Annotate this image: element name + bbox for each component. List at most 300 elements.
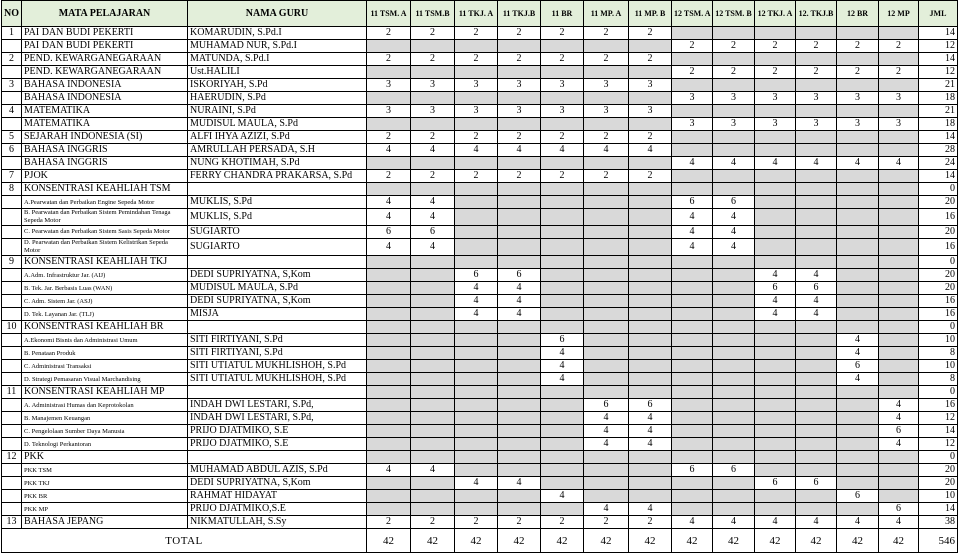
hours-cell	[411, 503, 455, 516]
hours-cell: 4	[541, 373, 584, 386]
column-total-cell: 42	[713, 529, 755, 553]
total-hours-cell: 16	[919, 399, 958, 412]
hours-cell	[837, 170, 879, 183]
hours-cell: 4	[879, 412, 919, 425]
subject-cell: B. Manajemen Keuangan	[22, 412, 188, 425]
hours-cell	[755, 425, 796, 438]
hours-cell	[629, 464, 672, 477]
hours-cell	[498, 334, 541, 347]
hours-cell: 4	[629, 412, 672, 425]
hours-cell: 4	[584, 425, 629, 438]
hours-cell	[672, 27, 713, 40]
column-total-cell: 42	[879, 529, 919, 553]
hours-cell: 3	[541, 79, 584, 92]
hours-cell: 4	[629, 144, 672, 157]
table-row	[2, 321, 958, 334]
table-row	[2, 256, 958, 269]
total-hours-cell: 12	[919, 438, 958, 451]
column-header: 11 MP. A	[584, 1, 629, 27]
hours-cell	[455, 490, 498, 503]
hours-cell	[584, 239, 629, 256]
row-number	[2, 209, 22, 226]
hours-cell	[796, 79, 837, 92]
hours-cell: 4	[837, 347, 879, 360]
table-row	[2, 239, 958, 256]
row-number	[2, 490, 22, 503]
hours-cell	[672, 386, 713, 399]
row-number	[2, 438, 22, 451]
hours-cell	[498, 412, 541, 425]
hours-cell	[837, 399, 879, 412]
subject-cell: A.Adm. Infrastruktur Jar. (AIJ)	[22, 269, 188, 282]
hours-cell	[367, 66, 411, 79]
table-row	[2, 183, 958, 196]
hours-cell	[367, 425, 411, 438]
hours-cell	[796, 412, 837, 425]
hours-cell	[411, 282, 455, 295]
hours-cell	[879, 490, 919, 503]
table-row	[2, 386, 958, 399]
hours-cell: 2	[411, 27, 455, 40]
hours-cell: 4	[498, 308, 541, 321]
hours-cell	[837, 269, 879, 282]
row-number: 5	[2, 131, 22, 144]
subject-cell: PKK	[22, 451, 188, 464]
teacher-cell: INDAH DWI LESTARI, S.Pd,	[188, 412, 367, 425]
hours-cell	[672, 399, 713, 412]
hours-cell	[837, 308, 879, 321]
teacher-cell: MUHAMAD NUR, S.Pd.I	[188, 40, 367, 53]
hours-cell: 4	[672, 157, 713, 170]
hours-cell	[367, 295, 411, 308]
hours-cell: 3	[796, 118, 837, 131]
hours-cell	[629, 66, 672, 79]
hours-cell	[367, 386, 411, 399]
table-row	[2, 53, 958, 66]
hours-cell	[837, 321, 879, 334]
hours-cell	[498, 196, 541, 209]
hours-cell: 6	[755, 477, 796, 490]
hours-cell	[796, 226, 837, 239]
hours-cell: 3	[837, 118, 879, 131]
teacher-cell: MUKLIS, S.Pd	[188, 209, 367, 226]
hours-cell: 6	[455, 269, 498, 282]
hours-cell	[755, 79, 796, 92]
hours-cell	[629, 490, 672, 503]
hours-cell	[541, 399, 584, 412]
hours-cell	[629, 157, 672, 170]
total-hours-cell: 20	[919, 196, 958, 209]
hours-cell	[837, 79, 879, 92]
table-row	[2, 92, 958, 105]
hours-cell	[879, 256, 919, 269]
hours-cell: 4	[367, 209, 411, 226]
hours-cell: 3	[498, 105, 541, 118]
hours-cell	[455, 399, 498, 412]
row-number	[2, 226, 22, 239]
hours-cell: 4	[837, 516, 879, 529]
table-row	[2, 399, 958, 412]
hours-cell	[879, 373, 919, 386]
hours-cell	[837, 209, 879, 226]
subject-cell: C. Pearwatan dan Perbaikan Sistem Sasis Sepeda Motor	[22, 226, 188, 239]
grand-total-cell: 546	[919, 529, 958, 553]
hours-cell	[584, 157, 629, 170]
hours-cell	[541, 40, 584, 53]
hours-cell: 6	[713, 464, 755, 477]
hours-cell: 6	[879, 425, 919, 438]
hours-cell	[584, 196, 629, 209]
teacher-cell	[188, 183, 367, 196]
hours-cell	[796, 256, 837, 269]
hours-cell	[367, 269, 411, 282]
hours-cell	[498, 360, 541, 373]
hours-cell	[411, 183, 455, 196]
hours-cell	[629, 321, 672, 334]
total-hours-cell: 18	[919, 118, 958, 131]
hours-cell: 2	[879, 66, 919, 79]
column-total-cell: 42	[498, 529, 541, 553]
hours-cell	[629, 256, 672, 269]
hours-cell	[713, 425, 755, 438]
table-row	[2, 490, 958, 503]
table-row	[2, 40, 958, 53]
total-hours-cell: 18	[919, 92, 958, 105]
hours-cell	[755, 144, 796, 157]
hours-cell	[672, 412, 713, 425]
row-number: 4	[2, 105, 22, 118]
hours-cell	[367, 157, 411, 170]
hours-cell: 4	[755, 295, 796, 308]
row-number	[2, 347, 22, 360]
column-header: 12 TSM. A	[672, 1, 713, 27]
hours-cell	[584, 282, 629, 295]
hours-cell	[837, 196, 879, 209]
row-number	[2, 269, 22, 282]
subject-cell: MATEMATIKA	[22, 118, 188, 131]
subject-cell: D. Teknologi Perkantoran	[22, 438, 188, 451]
hours-cell	[713, 490, 755, 503]
hours-cell	[411, 490, 455, 503]
hours-cell: 2	[367, 53, 411, 66]
hours-cell	[367, 282, 411, 295]
hours-cell: 6	[498, 269, 541, 282]
hours-cell	[584, 321, 629, 334]
hours-cell	[455, 386, 498, 399]
hours-cell	[796, 438, 837, 451]
hours-cell	[629, 386, 672, 399]
hours-cell: 6	[629, 399, 672, 412]
hours-cell: 4	[796, 308, 837, 321]
teacher-cell: INDAH DWI LESTARI, S.Pd,	[188, 399, 367, 412]
subject-cell: BAHASA INGGRIS	[22, 157, 188, 170]
hours-cell: 2	[367, 170, 411, 183]
hours-cell	[455, 360, 498, 373]
hours-cell	[411, 269, 455, 282]
subject-cell: PAI DAN BUDI PEKERTI	[22, 40, 188, 53]
subject-cell: BAHASA INGGRIS	[22, 144, 188, 157]
table-row	[2, 226, 958, 239]
hours-cell: 4	[411, 464, 455, 477]
hours-cell: 4	[755, 269, 796, 282]
row-number	[2, 118, 22, 131]
hours-cell	[411, 386, 455, 399]
row-number	[2, 373, 22, 386]
row-number: 13	[2, 516, 22, 529]
table-row	[2, 503, 958, 516]
hours-cell: 3	[672, 92, 713, 105]
row-number: 7	[2, 170, 22, 183]
hours-cell	[879, 209, 919, 226]
table-row	[2, 118, 958, 131]
teacher-cell: FERRY CHANDRA PRAKARSA, S.Pd	[188, 170, 367, 183]
hours-cell	[713, 282, 755, 295]
hours-cell	[796, 425, 837, 438]
hours-cell	[498, 92, 541, 105]
hours-cell	[629, 451, 672, 464]
hours-cell	[541, 412, 584, 425]
column-header: 11 TSM. A	[367, 1, 411, 27]
hours-cell	[498, 183, 541, 196]
teacher-cell: ISKORIYAH, S.Pd	[188, 79, 367, 92]
hours-cell	[672, 360, 713, 373]
row-number	[2, 282, 22, 295]
hours-cell	[498, 321, 541, 334]
subject-cell: D. Tek. Layanan Jar. (TLJ)	[22, 308, 188, 321]
hours-cell	[796, 451, 837, 464]
hours-cell	[455, 451, 498, 464]
row-number: 11	[2, 386, 22, 399]
column-total-cell: 42	[837, 529, 879, 553]
total-hours-cell: 0	[919, 183, 958, 196]
hours-cell	[584, 269, 629, 282]
hours-cell	[498, 399, 541, 412]
hours-cell: 2	[672, 40, 713, 53]
hours-cell	[367, 40, 411, 53]
hours-cell: 4	[411, 209, 455, 226]
hours-cell	[755, 27, 796, 40]
hours-cell	[879, 321, 919, 334]
hours-cell	[411, 347, 455, 360]
hours-cell	[879, 282, 919, 295]
column-header: 12 TSM. B	[713, 1, 755, 27]
hours-cell	[455, 183, 498, 196]
hours-cell	[755, 256, 796, 269]
hours-cell: 4	[755, 157, 796, 170]
row-number: 8	[2, 183, 22, 196]
hours-cell: 4	[584, 412, 629, 425]
subject-cell: A.Pearwatan dan Perbaikan Engine Sepeda Motor	[22, 196, 188, 209]
total-hours-cell: 20	[919, 464, 958, 477]
hours-cell: 2	[584, 131, 629, 144]
hours-cell	[541, 464, 584, 477]
hours-cell	[672, 183, 713, 196]
hours-cell: 2	[837, 66, 879, 79]
hours-cell	[498, 464, 541, 477]
hours-cell	[879, 131, 919, 144]
hours-cell	[541, 386, 584, 399]
hours-cell	[455, 321, 498, 334]
hours-cell: 4	[455, 477, 498, 490]
table-row	[2, 347, 958, 360]
hours-cell: 4	[713, 209, 755, 226]
hours-cell	[672, 170, 713, 183]
hours-cell	[498, 256, 541, 269]
hours-cell	[541, 92, 584, 105]
hours-cell	[879, 347, 919, 360]
hours-cell	[367, 477, 411, 490]
total-hours-cell: 16	[919, 239, 958, 256]
hours-cell	[713, 503, 755, 516]
subject-cell: SEJARAH INDONESIA (SI)	[22, 131, 188, 144]
hours-cell	[837, 53, 879, 66]
hours-cell	[455, 412, 498, 425]
hours-cell	[629, 334, 672, 347]
hours-cell	[455, 226, 498, 239]
hours-cell: 2	[796, 66, 837, 79]
row-number	[2, 464, 22, 477]
hours-cell	[796, 399, 837, 412]
hours-cell	[837, 464, 879, 477]
hours-cell	[498, 503, 541, 516]
hours-cell	[755, 209, 796, 226]
total-hours-cell: 0	[919, 256, 958, 269]
hours-cell: 2	[498, 170, 541, 183]
hours-cell: 3	[879, 92, 919, 105]
hours-cell	[541, 477, 584, 490]
subject-cell: PEND. KEWARGANEGARAAN	[22, 53, 188, 66]
hours-cell	[411, 425, 455, 438]
column-total-cell: 42	[584, 529, 629, 553]
total-hours-cell: 16	[919, 295, 958, 308]
hours-cell: 3	[713, 92, 755, 105]
hours-cell: 4	[713, 239, 755, 256]
table-row	[2, 360, 958, 373]
column-total-cell: 42	[672, 529, 713, 553]
hours-cell	[455, 92, 498, 105]
hours-cell: 6	[713, 196, 755, 209]
column-header: JML	[919, 1, 958, 27]
hours-cell	[629, 477, 672, 490]
hours-cell	[713, 183, 755, 196]
hours-cell	[879, 53, 919, 66]
hours-cell: 2	[455, 131, 498, 144]
hours-cell	[713, 144, 755, 157]
hours-cell	[367, 399, 411, 412]
total-hours-cell: 8	[919, 347, 958, 360]
total-hours-cell: 38	[919, 516, 958, 529]
hours-cell	[837, 226, 879, 239]
table-row	[2, 373, 958, 386]
hours-cell	[411, 412, 455, 425]
hours-cell	[411, 373, 455, 386]
subject-cell: B. Tek. Jar. Berbasis Luas (WAN)	[22, 282, 188, 295]
hours-cell: 2	[584, 27, 629, 40]
hours-cell: 2	[455, 53, 498, 66]
hours-cell	[629, 209, 672, 226]
hours-cell: 6	[837, 360, 879, 373]
hours-cell	[629, 196, 672, 209]
hours-cell	[672, 144, 713, 157]
teacher-cell: SITI UTIATUL MUKHLISHOH, S.Pd	[188, 360, 367, 373]
hours-cell: 2	[796, 40, 837, 53]
hours-cell: 4	[672, 226, 713, 239]
teacher-cell: PRIJO DJATMIKO, S.E	[188, 438, 367, 451]
teacher-cell: RAHMAT HIDAYAT	[188, 490, 367, 503]
table-row	[2, 144, 958, 157]
hours-cell	[672, 321, 713, 334]
hours-cell	[879, 105, 919, 118]
total-hours-cell: 14	[919, 503, 958, 516]
hours-cell	[755, 334, 796, 347]
subject-cell: D. Pearwatan dan Perbaikan Sistem Kelistrikan Sepeda Motor	[22, 239, 188, 256]
hours-cell: 4	[367, 196, 411, 209]
hours-cell	[713, 308, 755, 321]
hours-cell: 2	[541, 131, 584, 144]
hours-cell: 4	[629, 438, 672, 451]
table-row	[2, 308, 958, 321]
hours-cell: 2	[629, 131, 672, 144]
row-number	[2, 196, 22, 209]
total-hours-cell: 8	[919, 373, 958, 386]
hours-cell: 3	[879, 118, 919, 131]
hours-cell	[367, 451, 411, 464]
table-row	[2, 66, 958, 79]
hours-cell	[713, 295, 755, 308]
hours-cell	[796, 334, 837, 347]
hours-cell	[584, 183, 629, 196]
hours-cell: 4	[367, 144, 411, 157]
hours-cell: 4	[498, 295, 541, 308]
column-total-cell: 42	[755, 529, 796, 553]
table-row	[2, 170, 958, 183]
teacher-cell: MUDISUL MAULA, S.Pd	[188, 282, 367, 295]
total-hours-cell: 14	[919, 425, 958, 438]
hours-cell	[796, 360, 837, 373]
hours-cell: 2	[411, 131, 455, 144]
hours-cell	[672, 282, 713, 295]
total-hours-cell: 12	[919, 40, 958, 53]
table-row	[2, 412, 958, 425]
subject-cell: A. Administrasi Humas dan Keprotokolan	[22, 399, 188, 412]
hours-cell: 2	[411, 170, 455, 183]
hours-cell	[713, 256, 755, 269]
row-number	[2, 399, 22, 412]
teacher-cell: SITI FIRTIYANI, S.Pd	[188, 347, 367, 360]
teacher-cell	[188, 321, 367, 334]
hours-cell: 4	[672, 516, 713, 529]
hours-cell: 6	[837, 490, 879, 503]
subject-cell: C. Pengelolaan Sumber Daya Manusia	[22, 425, 188, 438]
hours-cell: 4	[796, 269, 837, 282]
hours-cell	[411, 438, 455, 451]
teacher-cell: PRIJO DJATMIKO, S.E	[188, 425, 367, 438]
subject-cell: PKK BR	[22, 490, 188, 503]
hours-cell: 6	[367, 226, 411, 239]
teacher-cell: Ust.HALILI	[188, 66, 367, 79]
hours-cell	[541, 226, 584, 239]
hours-cell	[713, 360, 755, 373]
hours-cell: 4	[629, 425, 672, 438]
hours-cell: 4	[541, 490, 584, 503]
hours-cell	[498, 386, 541, 399]
hours-cell: 4	[837, 334, 879, 347]
table-row	[2, 269, 958, 282]
column-header: NAMA GURU	[188, 1, 367, 27]
hours-cell	[541, 451, 584, 464]
hours-cell	[672, 334, 713, 347]
hours-cell: 2	[755, 66, 796, 79]
